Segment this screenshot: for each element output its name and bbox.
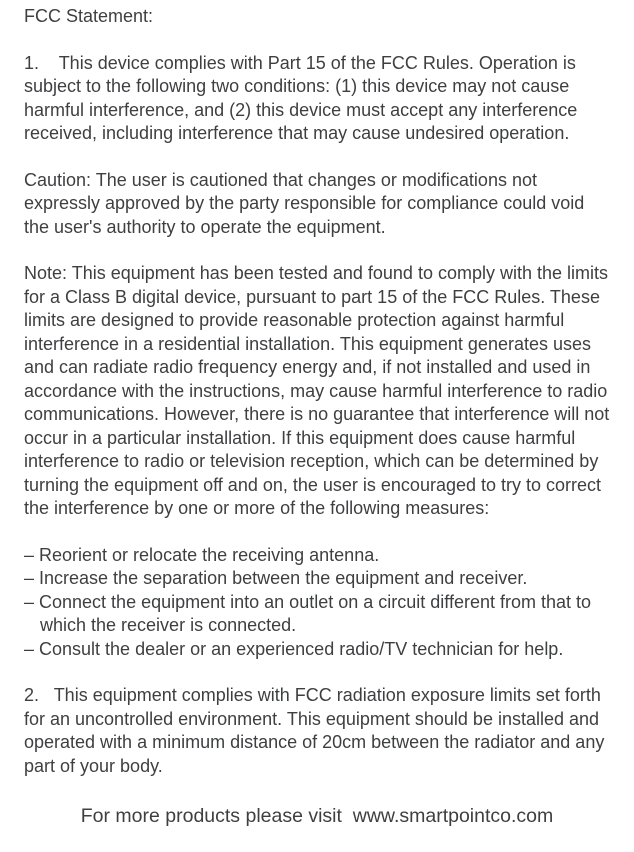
measures-list (24, 544, 610, 662)
paragraph-radiation-exposure: 2. This equipment complies with FCC radiation exposure limits set forth for an uncontrolled environment. This equipment should be installed and operated with a minimum distance of 20cm between the radiator and any part of your body. (24, 685, 610, 776)
paragraph-caution: Caution: The user is cautioned that changes or modifications not expressly approved by the party responsible for compliance could void the user's authority to operate the equipment. (24, 169, 590, 237)
measure-item-consult-dealer: – Consult the dealer or an experienced radio/TV technician for help. (24, 638, 564, 659)
footer-website-note: For more products please visit www.smartpointco.com (80, 805, 554, 827)
document-title: FCC Statement: (24, 6, 154, 26)
measure-item-outlet: – Connect the equipment into an outlet on a circuit different from that to which the receiver is connected. (24, 591, 597, 635)
measure-item-separation: – Increase the separation between the equipment and receiver. (24, 568, 528, 588)
measure-item-reorient: – Reorient or relocate the receiving antenna. (24, 544, 380, 565)
paragraph-note-class-b: Note: This equipment has been tested and found to comply with the limits for a Class B digital device, pursuant to part 15 of the FCC Rules. These limits are designed to provide reasonable protection against harmful interference in a residential installation. This equipment generates uses and can radiate radio frequency energy and, if not installed and used in accordance with the instructions, may cause harmful interference to radio communications. However, there is no guarantee that interference will not occur in a particular installation. If this equipment does cause harmful interference to radio or television reception, which can be determined by turning the equipment off and on, the user is encouraged to try to correct the interference by one or more of the following measures: (24, 263, 615, 518)
paragraph-part15-compliance: 1. This device complies with Part 15 of the FCC Rules. Operation is subject to the following two conditions: (1) this device may not cause harmful interference, and (2) this device must accept any interference received, including interference that may cause undesired operation. (24, 52, 583, 143)
